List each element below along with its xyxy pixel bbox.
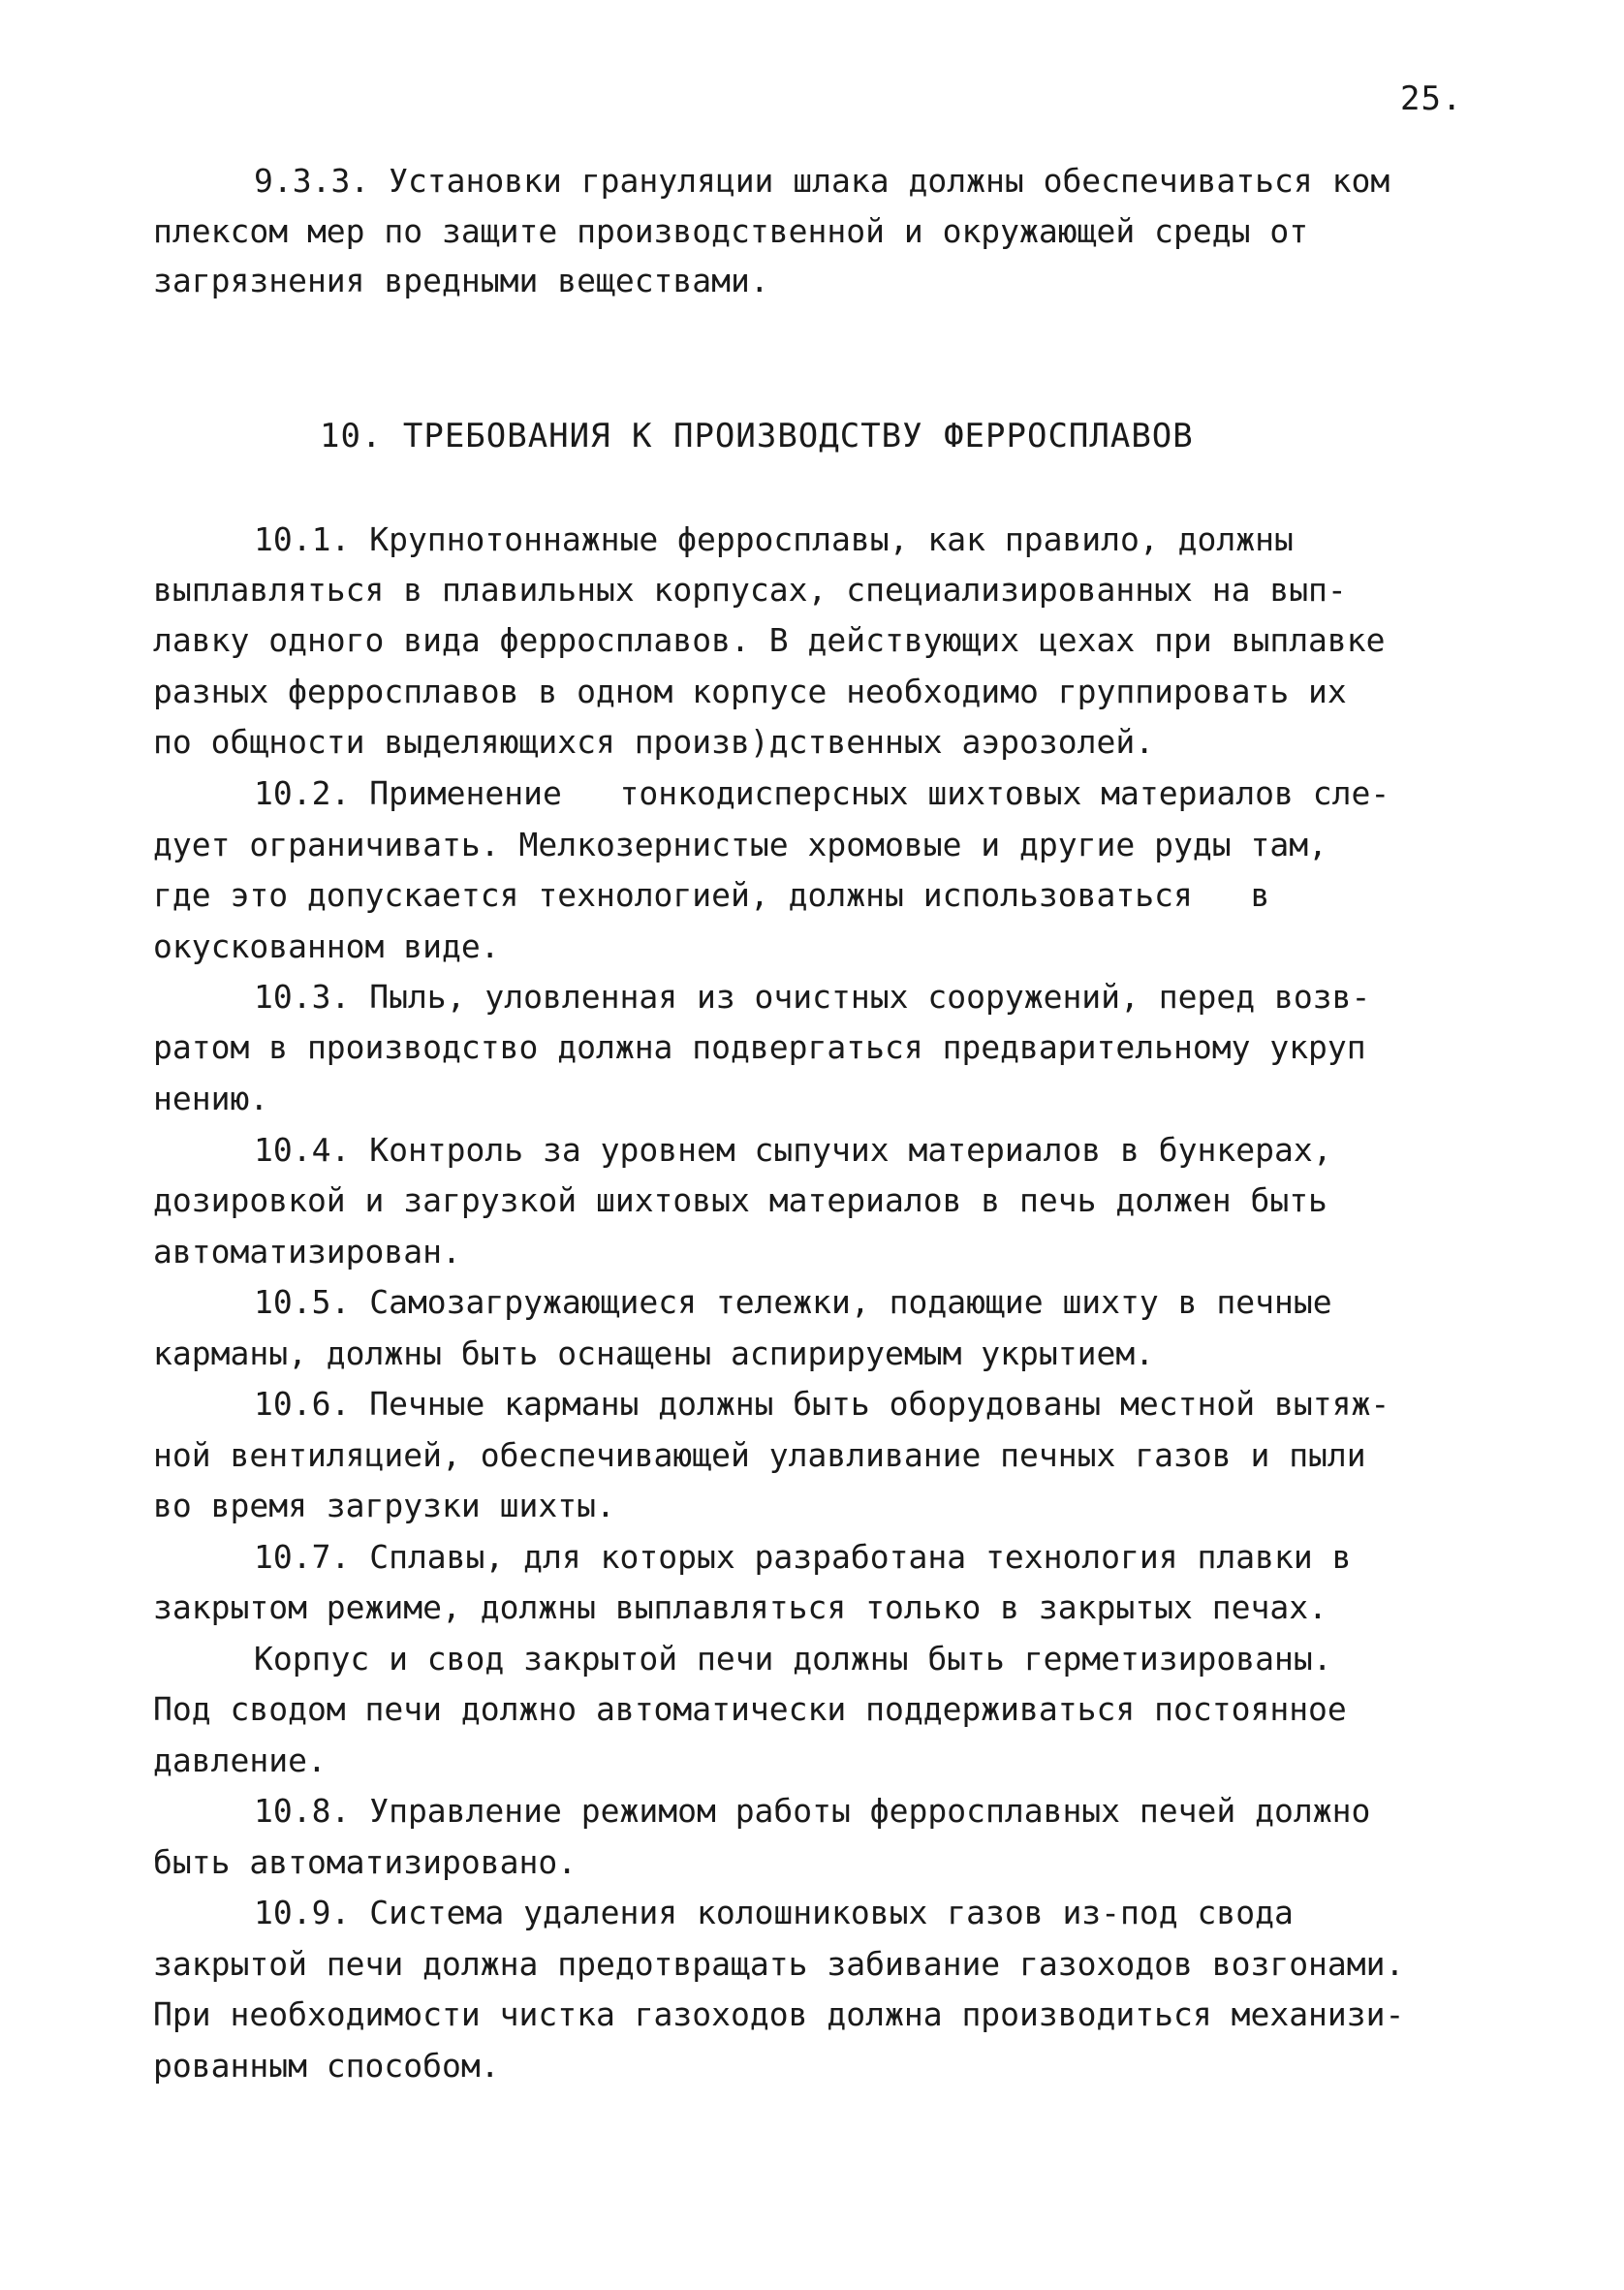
text-line: закрытом режиме, должны выплавляться только в закрытых печах. bbox=[153, 1588, 1327, 1626]
text-line: 10.2. Применение тонкодисперсных шихтовых материалов сле- bbox=[254, 774, 1390, 812]
text-line: лавку одного вида ферросплавов. В действующих цехах при выплавке bbox=[153, 621, 1386, 659]
page-number: 25. bbox=[1400, 79, 1463, 118]
text-line: 10.3. Пыль, уловленная из очистных сооружений, перед возв- bbox=[254, 978, 1371, 1016]
text-line: 9.3.3. Установки грануляции шлака должны обеспечиваться ком bbox=[254, 162, 1390, 200]
text-line: ратом в производство должна подвергаться предварительному укруп bbox=[153, 1028, 1366, 1066]
text-line: во время загрузки шихты. bbox=[153, 1487, 615, 1524]
text-line: автоматизирован. bbox=[153, 1233, 461, 1270]
section-heading: 10. ТРЕБОВАНИЯ К ПРОИЗВОДСТВУ ФЕРРОСПЛАВОВ bbox=[320, 417, 1194, 455]
text-line: окускованном виде. bbox=[153, 927, 500, 965]
text-line: выплавляться в плавильных корпусах, специализированных на вып- bbox=[153, 571, 1347, 609]
text-line: быть автоматизировано. bbox=[153, 1843, 578, 1881]
text-line: 10.8. Управление режимом работы ферросплавных печей должно bbox=[254, 1792, 1371, 1830]
text-line: где это допускается технологией, должны использоваться в bbox=[153, 876, 1270, 914]
text-line: Корпус и свод закрытой печи должны быть герметизированы. bbox=[254, 1640, 1332, 1678]
text-line: 10.4. Контроль за уровнем сыпучих материалов в бункерах, bbox=[254, 1131, 1332, 1169]
text-line: давление. bbox=[153, 1741, 327, 1779]
text-line: карманы, должны быть оснащены аспирируемым укрытием. bbox=[153, 1334, 1155, 1372]
text-line: закрытой печи должна предотвращать забивание газоходов возгонами. bbox=[153, 1945, 1405, 1983]
text-line: Под сводом печи должно автоматически поддерживаться постоянное bbox=[153, 1690, 1347, 1728]
text-line: 10.1. Крупнотоннажные ферросплавы, как правило, должны bbox=[254, 520, 1294, 558]
text-line: ной вентиляцией, обеспечивающей улавливание печных газов и пыли bbox=[153, 1436, 1366, 1474]
text-line: плексом мер по защите производственной и окружающей среды от bbox=[153, 212, 1309, 250]
text-line: загрязнения вредными веществами. bbox=[153, 262, 769, 299]
text-line: дозировкой и загрузкой шихтовых материалов в печь должен быть bbox=[153, 1181, 1327, 1219]
text-line: 10.9. Система удаления колошниковых газов из-под свода bbox=[254, 1894, 1294, 1931]
text-line: 10.7. Сплавы, для которых разработана технология плавки в bbox=[254, 1538, 1352, 1576]
text-line: нению. bbox=[153, 1080, 269, 1117]
text-line: При необходимости чистка газоходов должна производиться механизи- bbox=[153, 1995, 1405, 2033]
text-line: дует ограничивать. Мелкозернистые хромовые и другие руды там, bbox=[153, 826, 1327, 863]
text-line: 10.5. Самозагружающиеся тележки, подающие шихту в печные bbox=[254, 1283, 1332, 1321]
text-line: рованным способом. bbox=[153, 2047, 500, 2085]
text-line: разных ферросплавов в одном корпусе необходимо группировать их bbox=[153, 673, 1347, 710]
text-line: 10.6. Печные карманы должны быть оборудованы местной вытяж- bbox=[254, 1385, 1390, 1423]
text-line: по общности выделяющихся произв)дственных аэрозолей. bbox=[153, 723, 1155, 761]
